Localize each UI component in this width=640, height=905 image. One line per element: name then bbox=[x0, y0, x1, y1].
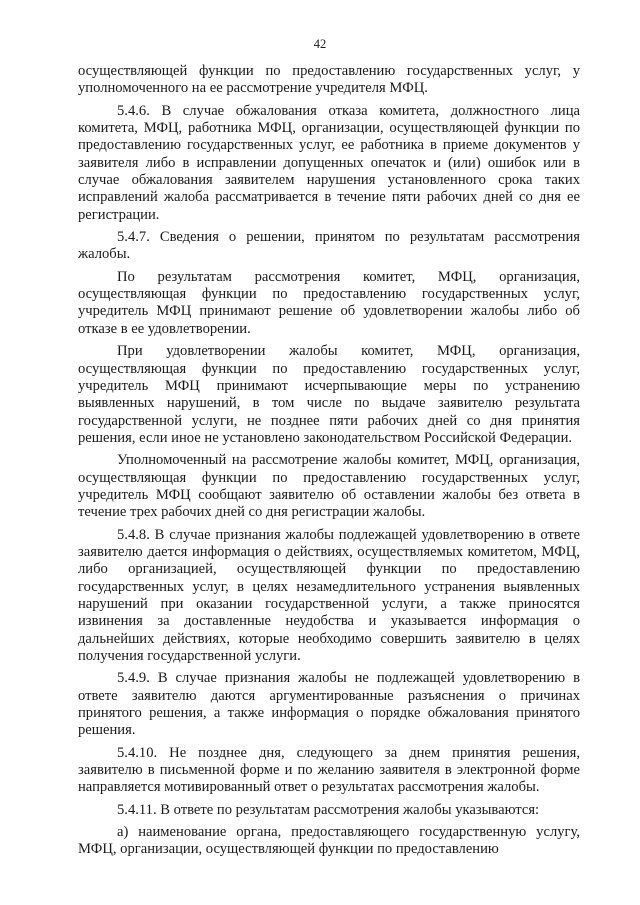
paragraph-5-4-11: 5.4.11. В ответе по результатам рассмотрения жалобы указываются: bbox=[117, 801, 540, 818]
paragraph-5-4-10: 5.4.10. Не позднее дня, следующего за днем принятия решения, заявителю в письменной форме и по желанию заявителя в электронной форме направляется мотивированный ответ о результатах рассмотрения жалобы. bbox=[78, 744, 580, 796]
page-number: 42 bbox=[313, 37, 327, 51]
paragraph-continuation: осуществляющей функции по предоставлению государственных услуг, у уполномоченного на ее рассмотрение учредителя МФЦ. bbox=[78, 63, 580, 97]
paragraph-satisfaction: При удовлетворении жалобы комитет, МФЦ, организация, осуществляющая функции по предоставлению государственных услуг, учредитель МФЦ принимают исчерпывающие меры по устранению выявленных нарушений, в том числе по выдаче заявителю результата государственной услуги, не позднее пяти рабочих дней со дня принятия решения, если иное не установлено законодательством Российской Федерации. bbox=[78, 343, 580, 446]
paragraph-no-answer: Уполномоченный на рассмотрение жалобы комитет, МФЦ, организация, осуществляющая функции по предоставлению государственных услуг, учредитель МФЦ сообщают заявителю об оставлении жалобы без ответа в течение трех рабочих дней со дня регистрации жалобы. bbox=[78, 452, 580, 521]
paragraph-5-4-9: 5.4.9. В случае признания жалобы не подлежащей удовлетворению в ответе заявителю даются аргументированные разъяснения о причинах принятого решения, а также информация о порядке обжалования принятого решения. bbox=[78, 670, 580, 739]
document-body bbox=[78, 63, 580, 859]
paragraph-item-a: а) наименование органа, предоставляющего государственную услугу, МФЦ, организации, осуществляющей функции по предоставлению bbox=[78, 824, 580, 858]
paragraph-decision: По результатам рассмотрения комитет, МФЦ, организация, осуществляющая функции по предоставлению государственных услуг, учредитель МФЦ принимают решение об удовлетворении жалобы либо об отказе в ее удовлетворении. bbox=[78, 268, 580, 337]
paragraph-5-4-6: 5.4.6. В случае обжалования отказа комитета, должностного лица комитета, МФЦ, работника МФЦ, организации, осуществляющей функции по предоставлению государственных услуг, ее работника в приеме документов у заявителя либо в исправлении допущенных опечаток и (или) ошибок или в случае обжалования заявителем нарушения установленного срока таких исправлений жалоба рассматривается в течение пяти рабочих дней со дня ее регистрации. bbox=[78, 102, 580, 223]
paragraph-5-4-7: 5.4.7. Сведения о решении, принятом по результатам рассмотрения жалобы. bbox=[78, 229, 580, 263]
paragraph-5-4-8: 5.4.8. В случае признания жалобы подлежащей удовлетворению в ответе заявителю дается информация о действиях, осуществляемых комитетом, МФЦ, либо организацией, осуществляющей функции по предоставлению государственных услуг, в целях незамедлительного устранения выявленных нарушений при оказании государственной услуги, а также приносятся извинения за доставленные неудобства и указывается информация о дальнейших действиях, которые необходимо совершить заявителю в целях получения государственной услуги. bbox=[78, 526, 580, 664]
